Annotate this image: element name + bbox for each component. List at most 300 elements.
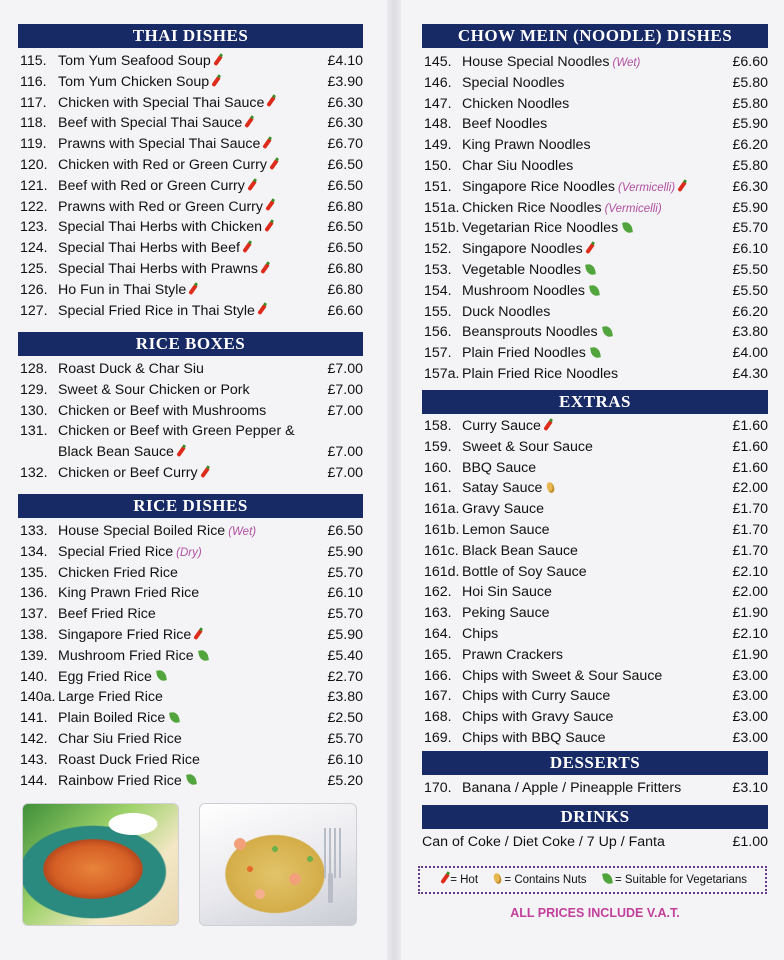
- item-number: 133.: [20, 523, 48, 539]
- item-name: [462, 239, 592, 260]
- item-price: £2.50: [327, 710, 363, 727]
- item-number: 151b.: [424, 220, 460, 237]
- item-price: £7.00: [327, 464, 363, 481]
- item-name-text: Roast Duck & Char Siu: [58, 361, 204, 377]
- menu-item: [18, 134, 363, 155]
- item-price: £4.00: [732, 345, 768, 362]
- item-price: £4.30: [732, 365, 768, 382]
- menu-item: [422, 520, 768, 541]
- item-name-text: Beef with Special Thai Sauce: [58, 115, 243, 132]
- menu-item: [18, 729, 363, 750]
- menu-item: [422, 562, 768, 583]
- item-name: [462, 603, 550, 624]
- menu-item: [422, 458, 768, 479]
- item-name: [58, 259, 267, 280]
- item-name-text: Chicken with Red or Green Curry: [58, 156, 267, 173]
- item-price: £3.00: [732, 709, 768, 726]
- item-price: £5.70: [732, 220, 768, 237]
- menu-item: [422, 73, 768, 94]
- item-name-text: Large Fried Rice: [58, 689, 163, 706]
- item-number: 161c.: [424, 542, 459, 559]
- item-name-text: Beef Fried Rice: [58, 606, 156, 623]
- item-name-text: Plain Fried Rice Noodles: [462, 365, 619, 382]
- item-number: 153.: [424, 261, 452, 278]
- item-number: 162.: [424, 584, 452, 601]
- item-name-text: Chicken with Special Thai Sauce: [58, 94, 265, 111]
- item-name-text: Chicken or Beef with Mushrooms: [58, 402, 267, 419]
- item-name-text: King Prawn Fried Rice: [58, 585, 200, 602]
- menu-item: [422, 624, 768, 645]
- thai-dishes-list: [18, 51, 363, 321]
- item-price: £6.20: [732, 137, 768, 154]
- item-price: £2.00: [732, 480, 768, 497]
- item-name: [58, 604, 156, 625]
- chili-icon: [245, 117, 255, 128]
- item-number: 169.: [424, 729, 452, 746]
- menu-item: [422, 156, 768, 177]
- chili-icon: [257, 304, 267, 315]
- chili-icon: [188, 283, 198, 294]
- item-name: [58, 583, 199, 604]
- fork-icon: [322, 828, 344, 898]
- item-number: 148.: [424, 116, 452, 133]
- item-price: £6.80: [327, 260, 363, 277]
- item-name: [462, 645, 563, 666]
- item-name-text: Prawns with Special Thai Sauce: [58, 136, 261, 153]
- nut-icon: [546, 481, 556, 494]
- item-name: [58, 521, 256, 543]
- menu-item: [18, 771, 363, 792]
- item-name: [58, 51, 220, 72]
- item-price: £7.00: [327, 402, 363, 419]
- item-name-text: Vegetarian Rice Noodles: [462, 220, 619, 237]
- section-header-chow-mein: CHOW MEIN (NOODLE) DISHES: [422, 24, 768, 48]
- item-price: £5.80: [732, 95, 768, 112]
- chili-icon: [677, 180, 687, 191]
- item-name-text: King Prawn Noodles: [462, 137, 591, 154]
- legend: [418, 866, 767, 894]
- item-number: 170.: [424, 780, 452, 796]
- menu-item: [18, 401, 363, 422]
- item-name-text: Prawns with Red or Green Curry: [58, 198, 263, 215]
- item-price: £2.10: [732, 625, 768, 642]
- drinks-list: [422, 832, 768, 853]
- item-price: £6.30: [327, 94, 363, 111]
- menu-item: [422, 198, 768, 219]
- legend-veg-label: = Suitable for Vegetarians: [614, 874, 747, 886]
- nut-icon: [493, 873, 503, 886]
- item-name-text: Plain Boiled Rice: [58, 710, 166, 727]
- item-name: [58, 134, 269, 155]
- menu-item: [18, 301, 363, 322]
- menu-item: [422, 728, 768, 749]
- leaf-icon: [585, 263, 596, 275]
- leaf-icon: [622, 221, 633, 233]
- item-name: [422, 832, 665, 853]
- item-price: £6.10: [327, 751, 363, 768]
- item-tag: (Vermicelli): [604, 202, 662, 215]
- item-price: £6.80: [327, 281, 363, 298]
- item-price: £3.10: [732, 780, 768, 796]
- item-price: £5.70: [327, 730, 363, 747]
- item-name-text: House Special Boiled Rice: [58, 523, 226, 539]
- item-number: 147.: [424, 95, 452, 112]
- menu-item: [422, 499, 768, 520]
- menu-item: [422, 114, 768, 135]
- leaf-icon: [602, 325, 613, 337]
- item-number: 161b.: [424, 521, 460, 538]
- item-name: [462, 177, 684, 199]
- item-name: [58, 729, 182, 750]
- menu-item: [422, 437, 768, 458]
- item-number: 161a.: [424, 501, 460, 518]
- item-name-text: Beansprouts Noodles: [462, 324, 598, 341]
- item-name: [462, 343, 600, 364]
- item-price: £1.60: [732, 418, 768, 434]
- menu-item: [422, 478, 768, 499]
- item-price: £6.60: [327, 302, 363, 319]
- item-price: £5.40: [327, 647, 363, 664]
- extras-list: [422, 416, 768, 749]
- menu-item: [18, 604, 363, 625]
- menu-item: [18, 197, 363, 218]
- menu-item: [18, 176, 363, 197]
- item-name: [462, 437, 593, 458]
- item-name: [58, 401, 266, 422]
- item-name: [462, 260, 595, 281]
- item-name: [462, 281, 599, 302]
- item-price: £1.90: [732, 646, 768, 663]
- item-name: [462, 728, 606, 749]
- item-price: £3.80: [327, 689, 363, 706]
- item-name-text: Tom Yum Seafood Soup: [58, 53, 211, 69]
- item-name-text: Prawn Crackers: [462, 646, 563, 663]
- item-price: £5.50: [732, 282, 768, 299]
- page-fold: [387, 0, 401, 960]
- chili-icon: [269, 159, 279, 170]
- item-number: 137.: [20, 606, 48, 623]
- item-name: [462, 624, 498, 645]
- section-header-rice-dishes: RICE DISHES: [18, 494, 363, 518]
- item-number: 121.: [20, 177, 48, 194]
- item-name-text: Special Thai Herbs with Prawns: [58, 260, 259, 277]
- item-name-text: Special Thai Herbs with Chicken: [58, 219, 262, 236]
- item-name: [58, 72, 218, 93]
- item-name: [58, 176, 254, 197]
- item-name-text: Egg Fried Rice: [58, 668, 152, 685]
- item-number: 120.: [20, 156, 48, 173]
- item-name: [462, 582, 552, 603]
- item-number: 118.: [20, 115, 47, 132]
- menu-item: [18, 750, 363, 771]
- item-name: [58, 463, 207, 484]
- item-price: £5.50: [732, 261, 768, 278]
- menu-item: [422, 239, 768, 260]
- item-price: £6.50: [327, 177, 363, 194]
- item-price: £1.90: [732, 605, 768, 622]
- item-price: £3.80: [732, 324, 768, 341]
- item-number: 139.: [20, 647, 48, 664]
- item-name-text: Banana / Apple / Pineapple Fritters: [462, 780, 682, 796]
- item-number: 141.: [20, 710, 48, 727]
- item-number: 128.: [20, 361, 48, 377]
- item-name-text: Chips with BBQ Sauce: [462, 729, 606, 746]
- item-price: £6.30: [732, 178, 768, 195]
- chili-icon: [265, 200, 275, 211]
- item-name: [58, 217, 271, 238]
- menu-item: [422, 666, 768, 687]
- item-name-text: Chips with Curry Sauce: [462, 688, 611, 705]
- item-name-text: Rainbow Fried Rice: [58, 772, 182, 789]
- leaf-icon: [198, 649, 209, 661]
- menu-item: [422, 322, 768, 343]
- item-number: 131.: [20, 423, 48, 440]
- item-name: [462, 478, 554, 499]
- item-name-text: Chips with Gravy Sauce: [462, 709, 614, 726]
- item-name: [462, 666, 662, 687]
- item-name-text: Singapore Rice Noodles: [462, 178, 616, 195]
- chili-icon: [247, 179, 257, 190]
- item-price: £6.70: [327, 136, 363, 153]
- item-name-text: Bottle of Soy Sauce: [462, 563, 587, 580]
- menu-item: [18, 238, 363, 259]
- chili-icon: [213, 55, 223, 66]
- menu-item: [422, 541, 768, 562]
- chili-icon: [585, 243, 595, 254]
- item-price: £5.80: [732, 74, 768, 91]
- chili-icon: [260, 263, 270, 274]
- menu-item: [422, 177, 768, 198]
- item-name: [462, 198, 662, 220]
- item-name: [58, 93, 273, 114]
- menu-item: [422, 94, 768, 115]
- item-price: £2.00: [732, 584, 768, 601]
- item-price: £5.90: [327, 626, 363, 643]
- menu-item: [422, 603, 768, 624]
- item-price: £5.70: [327, 564, 363, 581]
- item-name-text: Tom Yum Chicken Soup: [58, 73, 210, 90]
- menu-item: [18, 625, 363, 646]
- item-name-text: Char Siu Noodles: [462, 157, 574, 174]
- item-number: 161d.: [424, 563, 460, 580]
- menu-item: [18, 521, 363, 542]
- item-number: 116.: [20, 73, 47, 90]
- item-number: 165.: [424, 646, 452, 663]
- item-name-text: Chicken or Beef with Green Pepper & Black Bean Sauce: [58, 423, 295, 461]
- item-price: £6.80: [327, 198, 363, 215]
- item-name: [462, 562, 587, 583]
- item-number: 117.: [20, 94, 47, 111]
- leaf-icon: [590, 346, 601, 358]
- item-name: [462, 416, 550, 437]
- menu-item: [18, 646, 363, 667]
- item-name: [58, 646, 208, 667]
- item-name-text: Singapore Fried Rice: [58, 626, 192, 643]
- item-price: £6.50: [327, 523, 363, 539]
- chow-mein-list: [422, 52, 768, 385]
- menu-item: [18, 93, 363, 114]
- item-price: £5.20: [327, 772, 363, 789]
- item-name: [462, 686, 610, 707]
- item-name-text: Chicken or Beef Curry: [58, 464, 198, 481]
- item-number: 135.: [20, 564, 48, 581]
- item-price: £6.50: [327, 240, 363, 257]
- item-name: [58, 563, 178, 584]
- item-number: 157.: [424, 345, 452, 362]
- item-name-text: Chips with Sweet & Sour Sauce: [462, 667, 663, 684]
- item-price: £7.00: [327, 444, 363, 461]
- item-number: 144.: [20, 772, 48, 789]
- item-name: [58, 771, 196, 792]
- item-number: 130.: [20, 402, 48, 419]
- item-number: 125.: [20, 260, 48, 277]
- item-name-text: Sweet & Sour Chicken or Pork: [58, 381, 250, 398]
- item-tag: (Wet): [612, 57, 641, 69]
- item-price: £5.70: [327, 606, 363, 623]
- menu-item: [422, 343, 768, 364]
- item-number: 140.: [20, 668, 48, 685]
- item-name: [58, 301, 264, 322]
- item-name: [58, 625, 200, 646]
- item-name: [58, 280, 195, 301]
- item-number: 155.: [424, 303, 452, 320]
- legend-hot-label: = Hot: [450, 874, 479, 886]
- menu-item: [18, 359, 363, 380]
- item-tag: (Vermicelli): [618, 181, 676, 194]
- menu-item: [422, 218, 768, 239]
- item-number: 134.: [20, 543, 48, 560]
- item-price: £3.00: [732, 729, 768, 746]
- item-number: 145.: [424, 54, 452, 70]
- item-number: 129.: [20, 381, 48, 398]
- item-number: 164.: [424, 625, 452, 642]
- item-number: 146.: [424, 74, 452, 91]
- item-name-text: Curry Sauce: [462, 418, 541, 434]
- leaf-icon: [186, 774, 197, 786]
- item-number: 167.: [424, 688, 452, 705]
- item-name: [462, 73, 565, 94]
- item-name-text: House Special Noodles: [462, 54, 610, 70]
- item-number: 157a.: [424, 365, 460, 382]
- item-name-text: Satay Sauce: [462, 480, 543, 497]
- rice-boxes-list: [18, 359, 363, 484]
- item-name-text: Special Thai Herbs with Beef: [58, 240, 240, 257]
- item-number: 126.: [20, 281, 48, 298]
- item-name-text: Duck Noodles: [462, 303, 551, 320]
- chili-icon: [267, 96, 277, 107]
- item-price: £1.60: [732, 459, 768, 476]
- item-number: 161.: [424, 480, 452, 497]
- section-header-drinks: DRINKS: [422, 805, 768, 829]
- leaf-icon: [602, 873, 613, 885]
- menu-item: [422, 260, 768, 281]
- item-name-text: Char Siu Fried Rice: [58, 730, 182, 747]
- item-name-text: Chips: [462, 625, 499, 642]
- item-number: 166.: [424, 667, 452, 684]
- item-number: 115.: [20, 53, 47, 69]
- item-price: £7.00: [327, 381, 363, 398]
- item-price: £3.90: [327, 73, 363, 90]
- menu-item: [422, 52, 768, 73]
- menu-item: [422, 832, 768, 853]
- menu-item: [18, 563, 363, 584]
- item-name: [58, 380, 250, 401]
- item-number: 142.: [20, 730, 48, 747]
- item-price: £2.10: [732, 563, 768, 580]
- item-tag: (Dry): [176, 546, 202, 559]
- menu-item: [18, 51, 363, 72]
- item-name-text: Special Fried Rice: [58, 543, 174, 560]
- menu-item: [18, 280, 363, 301]
- menu-item: [18, 463, 363, 484]
- item-name-text: Singapore Noodles: [462, 241, 583, 258]
- chili-icon: [440, 873, 450, 884]
- item-number: 151a.: [424, 199, 460, 216]
- item-price: £6.50: [327, 156, 363, 173]
- item-price: £6.20: [732, 303, 768, 320]
- item-name-text: Lemon Sauce: [462, 521, 550, 538]
- legend-nuts-label: = Contains Nuts: [504, 874, 587, 886]
- item-number: 159.: [424, 438, 452, 455]
- chili-icon: [211, 75, 221, 86]
- item-price: £2.70: [327, 668, 363, 685]
- item-name: [462, 458, 536, 479]
- item-name-text: Peking Sauce: [462, 605, 550, 622]
- item-name-text: Ho Fun in Thai Style: [58, 281, 187, 298]
- item-number: 151.: [424, 178, 452, 195]
- section-header-desserts: DESSERTS: [422, 751, 768, 775]
- tom-yum-soup-photo: [22, 803, 179, 926]
- item-number: 154.: [424, 282, 452, 299]
- item-name: [462, 114, 547, 135]
- item-tag: (Wet): [228, 526, 257, 538]
- menu-item: [18, 217, 363, 238]
- leaf-icon: [169, 711, 180, 723]
- item-price: £5.80: [732, 157, 768, 174]
- item-number: 143.: [20, 751, 48, 768]
- chili-icon: [193, 629, 203, 640]
- menu-item: [422, 645, 768, 666]
- item-name: [58, 197, 272, 218]
- section-header-rice-boxes: RICE BOXES: [18, 332, 363, 356]
- item-price: £6.60: [732, 54, 768, 70]
- item-name: [58, 667, 166, 688]
- item-price: £1.70: [732, 521, 768, 538]
- item-price: £5.90: [732, 199, 768, 216]
- menu-item: [422, 302, 768, 323]
- menu-item: [422, 778, 768, 799]
- item-price: £1.60: [732, 438, 768, 455]
- item-name: [58, 542, 202, 564]
- item-name: [462, 707, 613, 728]
- section-header-extras: EXTRAS: [422, 390, 768, 414]
- item-name: [462, 499, 544, 520]
- section-header-thai-dishes: THAI DISHES: [18, 24, 363, 48]
- item-price: £4.10: [327, 53, 363, 69]
- item-name-text: Chicken Fried Rice: [58, 564, 178, 581]
- item-number: 136.: [20, 585, 48, 602]
- menu-item: [18, 708, 363, 729]
- item-name-text: Chicken Rice Noodles: [462, 199, 602, 216]
- item-number: 163.: [424, 605, 452, 622]
- chili-icon: [200, 467, 210, 478]
- leaf-icon: [156, 670, 167, 682]
- item-name: [462, 218, 632, 239]
- item-number: 150.: [424, 157, 452, 174]
- item-price: £5.90: [732, 116, 768, 133]
- chili-icon: [176, 446, 186, 457]
- item-name-text: Black Bean Sauce: [462, 542, 578, 559]
